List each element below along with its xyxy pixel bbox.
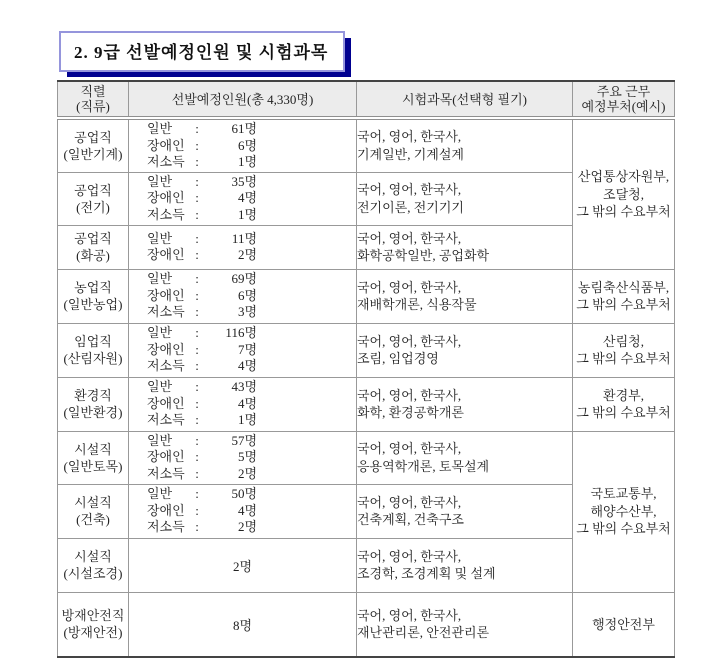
subjects-cell xyxy=(357,377,573,431)
quota-cell xyxy=(129,592,357,657)
section-title-box xyxy=(59,31,345,72)
subjects-line1: 국어, 영어, 한국사, xyxy=(357,182,462,197)
subjects-line2: 조경학, 조경계획 및 설계 xyxy=(357,566,496,581)
quota-value: 2명 xyxy=(237,247,257,262)
subjects-line1: 국어, 영어, 한국사, xyxy=(357,279,462,295)
table-row xyxy=(58,118,675,172)
col-header-quota: 선발예정인원(총 4,330명) xyxy=(129,81,357,118)
quota-label: 일반 xyxy=(147,486,173,502)
quota-line xyxy=(129,190,356,207)
series-name: 공업직 xyxy=(74,182,112,198)
quota-cell xyxy=(129,431,357,484)
quota-value: 50명 xyxy=(231,486,257,502)
col-header-series xyxy=(58,81,129,118)
subjects-line1: 국어, 영어, 한국사, xyxy=(357,441,462,456)
series-class: (일반토목) xyxy=(63,458,123,474)
table-row xyxy=(58,431,675,484)
agency-line: 환경부, xyxy=(603,387,644,403)
quota-line xyxy=(129,247,356,264)
quota-label: 장애인 xyxy=(147,190,185,206)
quota-label: 저소득 xyxy=(147,206,185,222)
agency-cell xyxy=(573,377,675,431)
quota-colon: : xyxy=(195,395,199,411)
agency-line: 산림청, xyxy=(603,333,644,349)
quota-line xyxy=(129,433,356,450)
quota-line xyxy=(129,519,356,536)
quota-value: 4명 xyxy=(237,358,257,374)
quota-cell xyxy=(129,118,357,172)
col-header-subjects: 시험과목(선택형 필기) xyxy=(357,81,573,118)
quota-colon: : xyxy=(195,519,199,535)
series-cell xyxy=(58,431,129,484)
quota-value: 7명 xyxy=(237,341,257,357)
series-name: 방재안전직 xyxy=(61,608,125,624)
agency-line: 행정안전부 xyxy=(592,616,655,632)
quota-line xyxy=(129,412,356,429)
quota-cell xyxy=(129,538,357,592)
series-class: (전기) xyxy=(76,199,110,215)
subjects-line1: 국어, 영어, 한국사, xyxy=(357,333,462,349)
series-class: (방재안전) xyxy=(63,625,123,641)
quota-colon: : xyxy=(195,190,199,206)
quota-label: 장애인 xyxy=(147,449,185,465)
quota-colon: : xyxy=(195,206,199,222)
series-class: (건축) xyxy=(76,512,110,527)
subjects-line2: 재배학개론, 식용작물 xyxy=(357,297,477,312)
quota-line xyxy=(129,325,356,342)
agency-cell xyxy=(573,431,675,592)
quota-line xyxy=(129,154,356,171)
subjects-line2: 조림, 임업경영 xyxy=(357,351,439,366)
subjects-line1: 국어, 영어, 한국사, xyxy=(357,494,462,510)
agency-line: 조달청, xyxy=(603,186,644,202)
quota-cell xyxy=(129,323,357,377)
quota-line xyxy=(129,486,356,503)
subjects-line1: 국어, 영어, 한국사, xyxy=(357,387,462,403)
series-cell xyxy=(58,172,129,225)
agency-line: 농림축산식품부, xyxy=(577,279,670,295)
quota-label: 저소득 xyxy=(147,412,185,428)
quota-cell xyxy=(129,172,357,225)
series-name: 환경직 xyxy=(74,388,112,403)
quota-label: 장애인 xyxy=(147,341,185,357)
quota-label: 저소득 xyxy=(147,358,185,374)
quota-value: 3명 xyxy=(237,304,257,320)
series-cell xyxy=(58,225,129,269)
quota-colon: : xyxy=(195,432,199,448)
quota-colon: : xyxy=(195,502,199,518)
quota-label: 일반 xyxy=(147,121,173,136)
quota-line xyxy=(129,174,356,191)
quota-line xyxy=(129,379,356,396)
series-cell xyxy=(58,118,129,172)
subjects-line1: 국어, 영어, 한국사, xyxy=(357,607,462,623)
agency-line: 그 밖의 수요부처 xyxy=(576,405,671,420)
quota-label: 장애인 xyxy=(147,137,185,153)
subjects-line2: 화학, 환경공학개론 xyxy=(357,405,464,420)
agency-line: 해양수산부, xyxy=(590,503,657,519)
quota-line xyxy=(129,138,356,155)
recruitment-table xyxy=(57,80,675,658)
series-cell xyxy=(58,484,129,538)
quota-colon: : xyxy=(195,379,199,395)
agency-line: 그 밖의 수요부처 xyxy=(576,521,671,537)
quota-line xyxy=(129,358,356,375)
header-row xyxy=(58,81,675,118)
quota-label: 장애인 xyxy=(147,247,185,262)
subjects-cell xyxy=(357,118,573,172)
section-title: 2. 9급 선발예정인원 및 시험과목 xyxy=(74,43,329,62)
col-header-series-line2: (직류) xyxy=(76,99,110,114)
quota-label: 일반 xyxy=(147,325,173,341)
quota-value: 57명 xyxy=(231,432,257,448)
quota-label: 일반 xyxy=(147,379,173,395)
subjects-line1: 국어, 영어, 한국사, xyxy=(357,230,462,246)
quota-line xyxy=(129,207,356,224)
subjects-cell xyxy=(357,538,573,592)
subjects-cell xyxy=(357,225,573,269)
subjects-cell xyxy=(357,269,573,323)
quota-cell xyxy=(129,377,357,431)
agency-line: 그 밖의 수요부처 xyxy=(576,351,671,366)
series-name: 시설직 xyxy=(74,495,112,510)
table-row xyxy=(58,377,675,431)
subjects-line2: 화학공학일반, 공업화학 xyxy=(357,248,490,263)
col-header-agency-line2: 예정부처(예시) xyxy=(581,99,666,114)
series-class: (산림자원) xyxy=(63,351,123,366)
quota-colon: : xyxy=(195,486,199,502)
series-class: (일반농업) xyxy=(63,297,123,312)
quota-colon: : xyxy=(195,247,199,262)
quota-line xyxy=(129,271,356,288)
quota-value: 2명 xyxy=(237,465,257,481)
series-cell xyxy=(58,538,129,592)
quota-value: 1명 xyxy=(237,206,257,222)
quota-colon: : xyxy=(195,304,199,320)
quota-colon: : xyxy=(195,287,199,303)
quota-value: 5명 xyxy=(237,449,257,465)
quota-label: 일반 xyxy=(147,432,173,448)
series-cell xyxy=(58,269,129,323)
subjects-line1: 국어, 영어, 한국사, xyxy=(357,548,462,564)
series-name: 시설직 xyxy=(74,549,112,564)
quota-value: 1명 xyxy=(237,412,257,428)
series-name: 공업직 xyxy=(74,129,112,145)
agency-cell xyxy=(573,118,675,269)
col-header-agency xyxy=(573,81,675,118)
quota-colon: : xyxy=(195,325,199,341)
quota-label: 저소득 xyxy=(147,519,185,535)
col-header-series-line1: 직렬 xyxy=(80,84,106,99)
quota-value: 4명 xyxy=(237,502,257,518)
series-name: 시설직 xyxy=(74,441,112,457)
quota-value: 35명 xyxy=(231,173,257,189)
table-row xyxy=(58,323,675,377)
table-row xyxy=(58,269,675,323)
quota-value: 43명 xyxy=(231,379,257,395)
series-name: 임업직 xyxy=(74,334,112,349)
quota-value: 6명 xyxy=(237,137,257,153)
quota-value: 4명 xyxy=(237,190,257,206)
quota-label: 일반 xyxy=(147,173,173,189)
agency-cell xyxy=(573,323,675,377)
quota-line xyxy=(129,396,356,413)
subjects-line2: 응용역학개론, 토목설계 xyxy=(357,458,490,474)
agency-line: 국토교통부, xyxy=(590,486,657,502)
quota-colon: : xyxy=(195,358,199,374)
agency-line: 그 밖의 수요부처 xyxy=(576,297,671,312)
quota-line xyxy=(129,304,356,321)
quota-value: 116명 xyxy=(225,325,257,341)
col-header-agency-line1: 주요 근무 xyxy=(596,84,651,99)
quota-value: 1명 xyxy=(237,154,257,169)
subjects-cell xyxy=(357,592,573,657)
series-class: (화공) xyxy=(76,248,110,263)
quota-colon: : xyxy=(195,121,199,136)
quota-label: 저소득 xyxy=(147,465,185,481)
series-name: 농업직 xyxy=(74,280,112,295)
quota-colon: : xyxy=(195,449,199,465)
series-cell xyxy=(58,377,129,431)
subjects-line2: 건축계획, 건축구조 xyxy=(357,512,464,527)
subjects-line2: 재난관리론, 안전관리론 xyxy=(357,625,490,641)
quota-label: 저소득 xyxy=(147,154,185,169)
quota-value: 4명 xyxy=(237,395,257,411)
subjects-cell xyxy=(357,172,573,225)
quota-line xyxy=(129,342,356,359)
quota-colon: : xyxy=(195,173,199,189)
series-name: 공업직 xyxy=(74,231,112,246)
series-cell xyxy=(58,323,129,377)
quota-value: 6명 xyxy=(237,287,257,303)
quota-line xyxy=(129,449,356,466)
quota-cell xyxy=(129,225,357,269)
quota-total: 8명 xyxy=(232,617,253,633)
agency-cell xyxy=(573,592,675,657)
quota-value: 61명 xyxy=(231,121,257,136)
agency-line: 산업통상자원부, xyxy=(577,169,670,184)
quota-label: 저소득 xyxy=(147,304,185,320)
quota-label: 장애인 xyxy=(147,287,185,303)
quota-line xyxy=(129,503,356,520)
series-class: (일반기계) xyxy=(63,146,123,162)
quota-value: 69명 xyxy=(231,271,257,287)
quota-colon: : xyxy=(195,154,199,169)
subjects-cell xyxy=(357,323,573,377)
agency-cell xyxy=(573,269,675,323)
series-class: (일반환경) xyxy=(63,405,123,420)
quota-label: 일반 xyxy=(147,230,173,246)
quota-colon: : xyxy=(195,230,199,246)
quota-label: 일반 xyxy=(147,271,173,287)
quota-line xyxy=(129,466,356,483)
quota-label: 장애인 xyxy=(147,395,185,411)
quota-line xyxy=(129,288,356,305)
quota-value: 2명 xyxy=(237,519,257,535)
quota-line xyxy=(129,231,356,248)
subjects-cell xyxy=(357,431,573,484)
subjects-line1: 국어, 영어, 한국사, xyxy=(357,129,462,145)
quota-line xyxy=(129,121,356,138)
subjects-line2: 기계일반, 기계설계 xyxy=(357,146,464,162)
agency-line: 그 밖의 수요부처 xyxy=(576,204,671,219)
quota-colon: : xyxy=(195,137,199,153)
subjects-cell xyxy=(357,484,573,538)
series-cell xyxy=(58,592,129,657)
quota-total: 2명 xyxy=(232,558,253,574)
quota-cell xyxy=(129,269,357,323)
quota-colon: : xyxy=(195,465,199,481)
quota-colon: : xyxy=(195,341,199,357)
quota-colon: : xyxy=(195,412,199,428)
quota-cell xyxy=(129,484,357,538)
table-row xyxy=(58,592,675,657)
quota-label: 장애인 xyxy=(147,502,185,518)
quota-colon: : xyxy=(195,271,199,287)
subjects-line2: 전기이론, 전기기기 xyxy=(357,199,464,215)
quota-value: 11명 xyxy=(231,230,257,246)
series-class: (시설조경) xyxy=(63,566,123,581)
